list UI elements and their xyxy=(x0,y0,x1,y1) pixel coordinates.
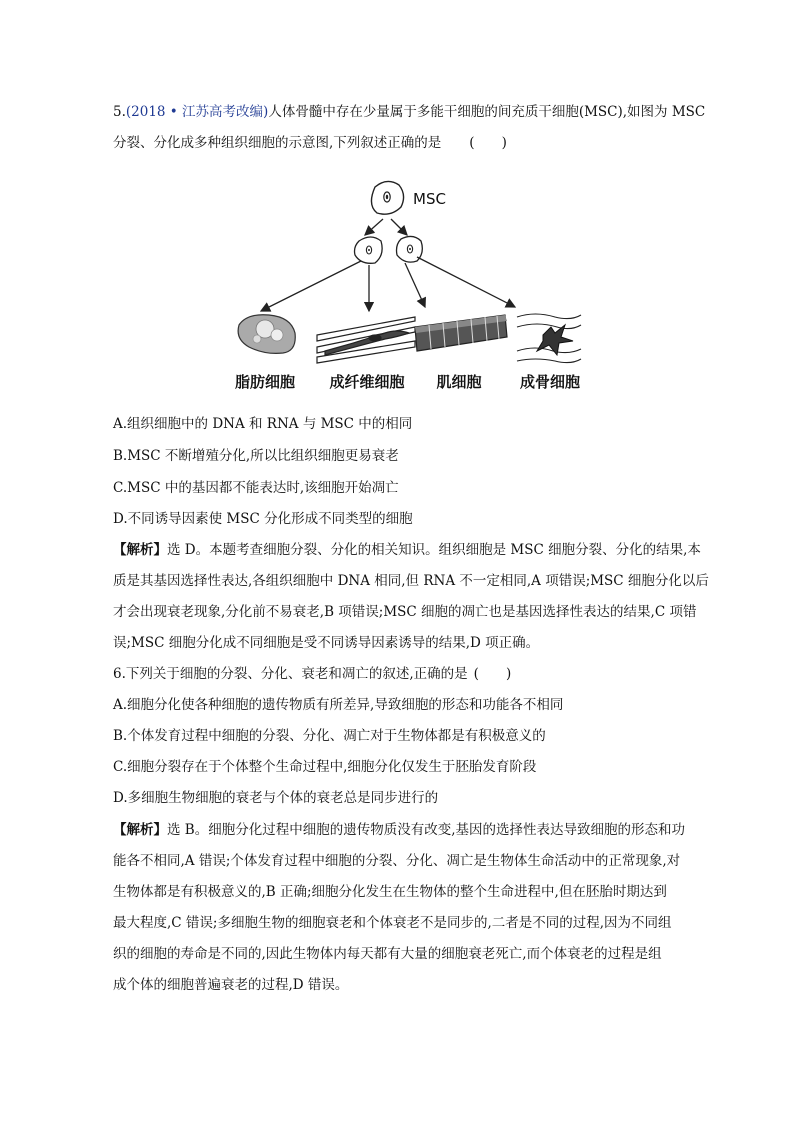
q5-stem-line-2 xyxy=(113,133,713,153)
muscle-cell-label: 肌细胞 xyxy=(436,373,482,391)
q6-analysis-line-2: 能各不相同,A 错误;个体发育过程中细胞的分裂、分化、凋亡是生物体生命活动中的正常现象,对 xyxy=(113,853,681,869)
muscle-cell-icon xyxy=(415,315,507,351)
q5-option-b: B.MSC 不断增殖分化,所以比组织细胞更易衰老 xyxy=(113,448,399,464)
q5-answer-paren: ( ) xyxy=(469,135,507,151)
q6-analysis-line-5: 织的细胞的寿命是不同的,因此生物体内每天都有大量的细胞衰老死亡,而个体衰老的过程是组 xyxy=(113,946,662,962)
q6-analysis-tag: 【解析】 xyxy=(113,822,167,838)
q5-stem-line-1 xyxy=(113,102,713,122)
q5-option-c: C.MSC 中的基因都不能表达时,该细胞开始凋亡 xyxy=(113,480,399,496)
q5-stem-text-1: 人体骨髓中存在少量属于多能干细胞的间充质干细胞(MSC),如图为 MSC xyxy=(268,104,706,120)
q6-analysis-line-1 xyxy=(113,820,713,840)
msc-label: MSC xyxy=(413,190,446,208)
q5-option-a: A.组织细胞中的 DNA 和 RNA 与 MSC 中的相同 xyxy=(113,416,413,432)
fat-cell-icon xyxy=(238,315,295,354)
q5-option-d: D.不同诱导因素使 MSC 分化形成不同类型的细胞 xyxy=(113,511,413,527)
msc-cell-icon xyxy=(371,181,403,214)
q5-analysis-line-2: 质是其基因选择性表达,各组织细胞中 DNA 相同,但 RNA 不一定相同,A 项错误;MSC 细胞分化以后 xyxy=(113,573,709,589)
daughter-cell-left-icon xyxy=(355,237,383,263)
q5-stem-text-2: 分裂、分化成多种组织细胞的示意图,下列叙述正确的是 xyxy=(113,135,442,151)
q6-analysis-text-1: 选 B。细胞分化过程中细胞的遗传物质没有改变,基因的选择性表达导致细胞的形态和功 xyxy=(167,822,686,838)
q6-stem-line xyxy=(113,664,713,684)
osteoblast-label: 成骨细胞 xyxy=(519,373,581,391)
q6-analysis-line-3: 生物体都是有积极意义的,B 正确;细胞分化发生在生物体的整个生命进程中,但在胚胎时期达到 xyxy=(113,884,667,900)
q5-analysis-tag: 【解析】 xyxy=(113,542,167,558)
q6-stem: 6.下列关于细胞的分裂、分化、衰老和凋亡的叙述,正确的是 xyxy=(113,666,468,682)
q6-analysis-line-4: 最大程度,C 错误;多细胞生物的细胞衰老和个体衰老不是同步的,二者是不同的过程,因为不同组 xyxy=(113,915,672,931)
q5-number: 5. xyxy=(113,104,126,120)
q5-analysis-line-4: 误;MSC 细胞分化成不同细胞是受不同诱导因素诱导的结果,D 项正确。 xyxy=(113,635,540,651)
fat-cell-label: 脂肪细胞 xyxy=(234,373,296,391)
q5-analysis-line-3: 才会出现衰老现象,分化前不易衰老,B 项错误;MSC 细胞的凋亡也是基因选择性表达的结果,C 项错 xyxy=(113,604,697,620)
msc-differentiation-diagram xyxy=(225,175,595,395)
fibroblast-label: 成纤维细胞 xyxy=(329,373,405,391)
q6-analysis-line-6: 成个体的细胞普遍衰老的过程,D 错误。 xyxy=(113,977,349,993)
osteoblast-icon xyxy=(517,314,581,363)
q6-option-c: C.细胞分裂存在于个体整个生命过程中,细胞分化仅发生于胚胎发育阶段 xyxy=(113,759,537,775)
q6-answer-paren: ( ) xyxy=(473,666,512,682)
fibroblast-icon xyxy=(317,317,415,363)
q5-source: (2018 • 江苏高考改编) xyxy=(125,104,269,120)
q6-option-a: A.细胞分化使各种细胞的遗传物质有所差异,导致细胞的形态和功能各不相同 xyxy=(113,697,564,713)
q5-analysis-line-1 xyxy=(113,540,713,560)
q5-analysis-text-1: 选 D。本题考查细胞分裂、分化的相关知识。组织细胞是 MSC 细胞分裂、分化的结果,本 xyxy=(167,542,701,558)
q6-option-d: D.多细胞生物细胞的衰老与个体的衰老总是同步进行的 xyxy=(113,790,439,806)
q6-option-b: B.个体发育过程中细胞的分裂、分化、凋亡对于生物体都是有积极意义的 xyxy=(113,728,546,744)
